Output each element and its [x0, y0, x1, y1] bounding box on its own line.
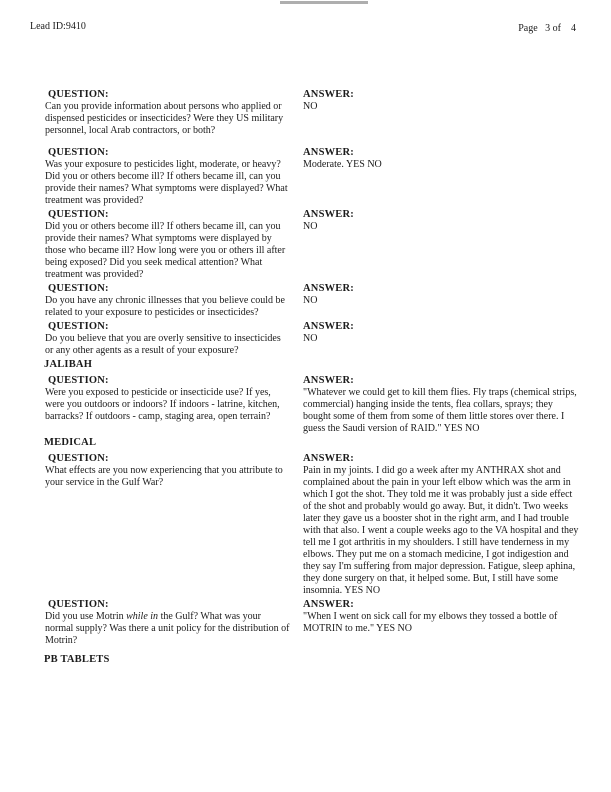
answer-cell	[303, 598, 579, 647]
question-text: Can you provide information about persons who applied or dispensed pesticides or insecticides? Were they US military personnel, local Arab contractors, or both?	[45, 101, 284, 136]
question-cell	[43, 146, 303, 207]
qa-row	[43, 282, 577, 319]
question-label: QUESTION:	[48, 453, 109, 464]
answer-label: ANSWER:	[303, 283, 354, 294]
answer-label: ANSWER:	[303, 209, 354, 220]
question-label: QUESTION:	[48, 321, 109, 332]
question-text: Did you or others become ill? If others became ill, can you provide their names? What symptoms were displayed by those who became ill? How long were you or others ill after being exposed? Did you seek medical attention? What treatment was provided?	[45, 221, 286, 280]
question-text: Do you have any chronic illnesses that you believe could be related to your exposure to pesticides or insecticides?	[45, 295, 285, 318]
answer-cell	[303, 88, 579, 137]
answer-cell	[303, 282, 579, 319]
question-cell	[43, 598, 303, 647]
qa-row	[43, 208, 577, 281]
section-header-medical: MEDICAL	[44, 437, 97, 448]
qa-row	[43, 88, 577, 137]
answer-label: ANSWER:	[303, 453, 354, 464]
question-text: Were you exposed to pesticide or insecticide use? If yes, were you outdoors or indoors? If indoors - latrine, kitchen, barracks? If outdoors - camp, staging area, open terrain?	[45, 387, 280, 422]
question-label: QUESTION:	[48, 599, 109, 610]
question-cell	[43, 88, 303, 137]
qa-row	[43, 452, 577, 597]
answer-cell	[303, 374, 579, 435]
answer-label: ANSWER:	[303, 321, 354, 332]
section-header-jalibah: JALIBAH	[44, 359, 93, 370]
qa-row	[43, 374, 577, 435]
question-text: Do you believe that you are overly sensitive to insecticides or any other agents as a result of your exposure?	[45, 333, 281, 356]
question-label: QUESTION:	[48, 147, 109, 158]
question-text	[45, 611, 291, 647]
answer-text: NO	[303, 221, 318, 232]
answer-text: "Whatever we could get to kill them flies. Fly traps (chemical strips, commercial) hanging inside the tents, flea collars, sprays; they bought some of them from some of them little stores over there. I guess the Saudi version of RAID." YES NO	[303, 387, 577, 434]
question-cell	[43, 452, 303, 597]
answer-label: ANSWER:	[303, 375, 354, 386]
question-label: QUESTION:	[48, 209, 109, 220]
question-label: QUESTION:	[48, 283, 109, 294]
question-cell	[43, 374, 303, 435]
scan-artifact-bar	[280, 1, 368, 4]
question-cell	[43, 320, 303, 357]
question-cell	[43, 282, 303, 319]
answer-label: ANSWER:	[303, 599, 354, 610]
answer-label: ANSWER:	[303, 147, 354, 158]
qa-row	[43, 598, 577, 647]
answer-text: NO	[303, 295, 318, 306]
question-text-italic: while in	[126, 611, 159, 622]
answer-text: Pain in my joints. I did go a week after my ANTHRAX shot and complained about the pain in your left elbow which was the arm in which I got the shot. They told me it was probably just a side effect of the shot and probably would go away. But, it didn't. Two weeks later they gave us a booster shot in the right arm, and I had trouble with that also. I went a couple weeks ago to the VA hospital and they tell me I got arthritis in my shoulders. I still have tenderness in my elbows. They put me on a stomach medicine, I got indigestion and they say I'm suffering from major depression. Fatigue, sleep aphina, they done surgery on that, it helped some. But, I still have some insomnia. YES NO	[303, 465, 579, 596]
question-label: QUESTION:	[48, 89, 109, 100]
answer-text: NO	[303, 101, 318, 112]
section-header-pb-tablets: PB TABLETS	[44, 654, 110, 665]
question-text-post: the Gulf? What was your normal supply? Was there a unit policy for the distribution of Motrin?	[45, 611, 290, 646]
question-cell	[43, 208, 303, 281]
qa-row	[43, 320, 577, 357]
answer-label: ANSWER:	[303, 89, 354, 100]
answer-cell	[303, 146, 579, 207]
qa-content	[43, 88, 577, 669]
answer-text: NO	[303, 333, 318, 344]
qa-row	[43, 146, 577, 207]
answer-cell	[303, 452, 579, 597]
page-number: Page 3 of 4	[518, 23, 576, 34]
question-text: Was your exposure to pesticides light, moderate, or heavy? Did you or others become ill? If others became ill, can you provide their names? What symptoms were displayed? What treatment was provided?	[45, 159, 288, 206]
question-text-pre: Did you use Motrin	[45, 611, 127, 622]
question-label: QUESTION:	[48, 375, 109, 386]
lead-id: Lead ID:9410	[30, 21, 86, 32]
answer-text: "When I went on sick call for my elbows they tossed a bottle of MOTRIN to me." YES NO	[303, 611, 558, 634]
answer-cell	[303, 208, 579, 281]
answer-text: Moderate. YES NO	[303, 159, 382, 170]
answer-cell	[303, 320, 579, 357]
question-text: What effects are you now experiencing that you attribute to your service in the Gulf War?	[45, 465, 283, 488]
